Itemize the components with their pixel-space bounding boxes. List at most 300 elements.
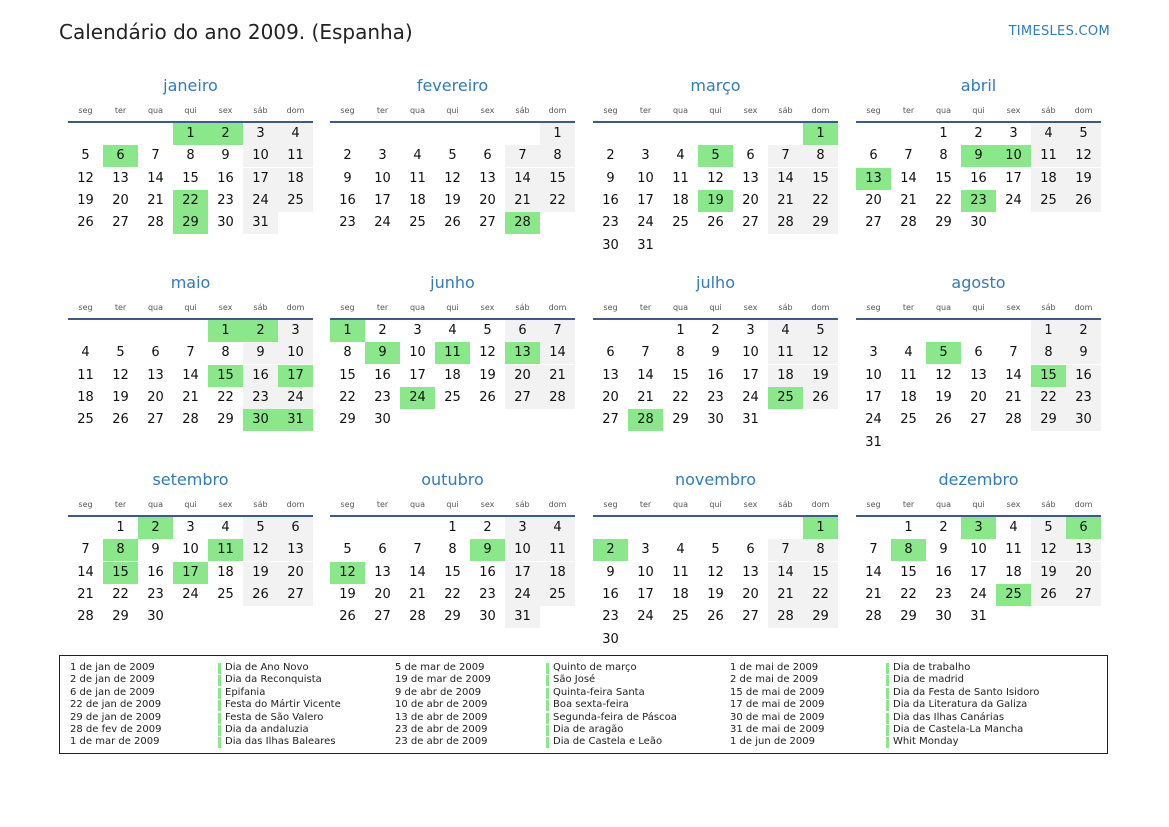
- day-cell: 5: [343, 542, 352, 558]
- day-cell: 27: [479, 215, 496, 231]
- month-name: fevereiro: [416, 76, 489, 95]
- day-cell: 21: [409, 586, 426, 602]
- legend-date: 17 de mai de 2009: [730, 699, 825, 711]
- day-cell: 10: [374, 170, 391, 186]
- weekday-label: sex: [218, 106, 233, 115]
- day-cell: 4: [448, 323, 457, 338]
- day-cell: 1: [1031, 320, 1066, 342]
- day-cell: 4: [413, 148, 422, 164]
- day-cell: 25: [444, 389, 461, 405]
- weekday-label: qua: [409, 500, 426, 509]
- weekday-label: qua: [147, 500, 164, 509]
- weekday-label: dom: [286, 106, 305, 115]
- legend-holiday-name: São José: [553, 674, 596, 686]
- day-cell: 6: [378, 542, 387, 558]
- holiday-day-cell: 2: [593, 539, 628, 561]
- day-cell: 23: [147, 586, 164, 602]
- weekday-label: sáb: [515, 500, 530, 509]
- day-cell: 8: [448, 542, 457, 558]
- day-cell: 21: [147, 192, 164, 208]
- day-cell: 26: [803, 387, 838, 409]
- day-cell: 30: [707, 412, 724, 428]
- day-cell: 23: [602, 609, 619, 625]
- day-cell: 11: [278, 145, 313, 167]
- weekday-label: dom: [1074, 106, 1093, 115]
- month-name: abril: [960, 76, 997, 95]
- day-cell: 9: [151, 542, 160, 558]
- legend-holiday-name: Dia de Ano Novo: [225, 662, 309, 673]
- weekday-label: sáb: [778, 106, 793, 115]
- day-cell: 11: [900, 367, 917, 383]
- day-cell: 31: [970, 609, 987, 625]
- weekday-label: sex: [1006, 500, 1021, 509]
- weekday-label: sáb: [253, 303, 268, 312]
- day-cell: 31: [865, 434, 882, 450]
- legend-holiday-name: Dia das Ilhas Canárias: [893, 711, 1005, 723]
- day-cell: 21: [77, 586, 94, 602]
- day-cell: 6: [151, 345, 160, 361]
- weekday-label: qui: [184, 106, 197, 115]
- weekday-label: qui: [184, 500, 197, 509]
- day-cell: 12: [1066, 145, 1101, 167]
- day-cell: 11: [672, 170, 689, 186]
- day-cell: 20: [602, 389, 619, 405]
- day-cell: 14: [865, 564, 882, 580]
- weekday-label: sex: [743, 106, 758, 115]
- legend-marker: [886, 663, 889, 674]
- day-cell: 17: [970, 564, 987, 580]
- day-cell: 18: [217, 564, 234, 580]
- day-cell: 26: [935, 412, 952, 428]
- day-cell: 4: [904, 345, 913, 361]
- day-cell: 23: [707, 389, 724, 405]
- weekday-label: ter: [639, 106, 652, 115]
- day-cell: 6: [606, 345, 615, 361]
- header-rule: [593, 515, 838, 517]
- holiday-day-cell: 3: [961, 517, 996, 539]
- day-cell: 26: [479, 389, 496, 405]
- day-cell: 12: [479, 345, 496, 361]
- weekday-label: sáb: [253, 500, 268, 509]
- day-cell: 24: [505, 584, 540, 606]
- legend-marker: [218, 737, 221, 748]
- day-cell: 22: [900, 586, 917, 602]
- month-name: maio: [170, 273, 211, 292]
- day-cell: 31: [637, 237, 654, 253]
- day-cell: 3: [186, 520, 195, 535]
- weekday-label: seg: [78, 500, 93, 509]
- day-cell: 30: [935, 609, 952, 625]
- holiday-day-cell: 1: [803, 123, 838, 145]
- weekday-label: sáb: [778, 303, 793, 312]
- site-link[interactable]: TIMESLES.COM: [1008, 24, 1110, 39]
- day-cell: 19: [339, 586, 356, 602]
- day-cell: 24: [637, 609, 654, 625]
- day-cell: 30: [217, 215, 234, 231]
- day-cell: 24: [182, 586, 199, 602]
- legend-holiday-name: Dia da andaluzia: [225, 724, 309, 735]
- day-cell: 16: [147, 564, 164, 580]
- day-cell: 24: [374, 215, 391, 231]
- day-cell: 16: [339, 192, 356, 208]
- day-cell: 13: [278, 539, 313, 561]
- holiday-day-cell: 2: [243, 320, 278, 342]
- day-cell: 11: [672, 564, 689, 580]
- day-cell: 22: [803, 190, 838, 212]
- weekday-label: sex: [218, 303, 233, 312]
- day-cell: 10: [243, 145, 278, 167]
- day-cell: 25: [217, 586, 234, 602]
- day-cell: 10: [637, 564, 654, 580]
- legend-marker: [218, 675, 221, 686]
- weekday-label: qua: [147, 106, 164, 115]
- day-cell: 7: [540, 320, 575, 342]
- day-cell: 29: [1031, 409, 1066, 431]
- legend-holiday-name: Dia da Festa de Santo Isidoro: [893, 686, 1040, 698]
- day-cell: 24: [865, 412, 882, 428]
- day-cell: 22: [339, 389, 356, 405]
- legend-marker: [218, 725, 221, 736]
- day-cell: 8: [1031, 342, 1066, 364]
- day-cell: 9: [243, 342, 278, 364]
- day-cell: 22: [803, 584, 838, 606]
- day-cell: 21: [768, 584, 803, 606]
- day-cell: 14: [147, 170, 164, 186]
- weekday-label: ter: [639, 500, 652, 509]
- day-cell: 27: [112, 215, 129, 231]
- day-cell: 25: [77, 412, 94, 428]
- weekday-label: dom: [1074, 303, 1093, 312]
- day-cell: 27: [147, 412, 164, 428]
- weekday-label: ter: [114, 106, 127, 115]
- day-cell: 8: [540, 145, 575, 167]
- day-cell: 15: [900, 564, 917, 580]
- day-cell: 19: [935, 389, 952, 405]
- day-cell: 10: [278, 342, 313, 364]
- day-cell: 1: [540, 123, 575, 145]
- day-cell: 17: [742, 367, 759, 383]
- day-cell: 6: [278, 517, 313, 539]
- day-cell: 30: [602, 631, 619, 647]
- day-cell: 23: [935, 586, 952, 602]
- day-cell: 29: [803, 606, 838, 628]
- day-cell: 10: [970, 542, 987, 558]
- day-cell: 20: [479, 192, 496, 208]
- day-cell: 27: [970, 412, 987, 428]
- legend-marker: [886, 675, 889, 686]
- day-cell: 13: [479, 170, 496, 186]
- weekday-label: sáb: [515, 303, 530, 312]
- day-cell: 25: [900, 412, 917, 428]
- day-cell: 27: [1066, 584, 1101, 606]
- legend-holiday-name: Epifania: [225, 686, 266, 698]
- day-cell: 1: [904, 520, 913, 535]
- day-cell: 12: [243, 539, 278, 561]
- day-cell: 27: [278, 584, 313, 606]
- day-cell: 2: [974, 126, 983, 141]
- day-cell: 8: [186, 148, 195, 164]
- day-cell: 20: [278, 562, 313, 584]
- weekday-label: sex: [480, 303, 495, 312]
- day-cell: 24: [1005, 192, 1022, 208]
- day-cell: 23: [602, 215, 619, 231]
- day-cell: 3: [243, 123, 278, 145]
- day-cell: 17: [1005, 170, 1022, 186]
- day-cell: 15: [935, 170, 952, 186]
- weekday-label: qui: [446, 500, 459, 509]
- day-cell: 6: [746, 542, 755, 558]
- weekday-label: qui: [184, 303, 197, 312]
- weekday-label: qui: [446, 106, 459, 115]
- day-cell: 26: [339, 609, 356, 625]
- day-cell: 14: [768, 168, 803, 190]
- day-cell: 14: [768, 562, 803, 584]
- holiday-day-cell: 23: [961, 190, 996, 212]
- weekday-label: ter: [376, 303, 389, 312]
- holiday-day-cell: 15: [208, 365, 243, 387]
- legend-holiday-name: Dia de trabalho: [893, 662, 971, 673]
- day-cell: 18: [900, 389, 917, 405]
- day-cell: 13: [147, 367, 164, 383]
- day-cell: 26: [77, 215, 94, 231]
- holiday-day-cell: 2: [208, 123, 243, 145]
- holiday-day-cell: 25: [768, 387, 803, 409]
- day-cell: 15: [444, 564, 461, 580]
- weekday-label: dom: [811, 303, 830, 312]
- weekday-label: seg: [78, 303, 93, 312]
- holiday-day-cell: 6: [1066, 517, 1101, 539]
- weekday-label: sáb: [1041, 106, 1056, 115]
- day-cell: 14: [505, 168, 540, 190]
- weekday-label: seg: [866, 303, 881, 312]
- day-cell: 7: [768, 539, 803, 561]
- day-cell: 12: [707, 170, 724, 186]
- day-cell: 9: [606, 564, 615, 580]
- weekday-label: seg: [340, 500, 355, 509]
- day-cell: 18: [1005, 564, 1022, 580]
- day-cell: 5: [448, 148, 457, 164]
- day-cell: 29: [935, 215, 952, 231]
- day-cell: 15: [672, 367, 689, 383]
- day-cell: 21: [505, 190, 540, 212]
- day-cell: 7: [81, 542, 90, 558]
- weekday-label: dom: [811, 500, 830, 509]
- day-cell: 18: [768, 365, 803, 387]
- day-cell: 2: [378, 323, 387, 338]
- day-cell: 17: [409, 367, 426, 383]
- legend-marker: [546, 725, 549, 736]
- holiday-day-cell: 15: [103, 562, 138, 584]
- legend-date: 29 de jan de 2009: [70, 711, 162, 723]
- day-cell: 23: [243, 387, 278, 409]
- day-cell: 20: [865, 192, 882, 208]
- legend-marker: [886, 700, 889, 711]
- legend-marker: [886, 725, 889, 736]
- day-cell: 7: [768, 145, 803, 167]
- weekday-label: seg: [603, 303, 618, 312]
- day-cell: 4: [768, 320, 803, 342]
- day-cell: 11: [768, 342, 803, 364]
- day-cell: 28: [77, 609, 94, 625]
- day-cell: 4: [278, 123, 313, 145]
- header-rule: [330, 121, 575, 123]
- legend-date: 1 de mai de 2009: [730, 662, 819, 673]
- day-cell: 23: [374, 389, 391, 405]
- day-cell: 31: [505, 606, 540, 628]
- day-cell: 13: [970, 367, 987, 383]
- weekday-label: ter: [114, 303, 127, 312]
- day-cell: 3: [278, 320, 313, 342]
- day-cell: 21: [540, 365, 575, 387]
- day-cell: 6: [974, 345, 983, 361]
- day-cell: 12: [707, 564, 724, 580]
- day-cell: 24: [243, 190, 278, 212]
- day-cell: 11: [77, 367, 94, 383]
- day-cell: 16: [970, 170, 987, 186]
- day-cell: 22: [1031, 387, 1066, 409]
- day-cell: 8: [343, 345, 352, 361]
- legend-date: 1 de mar de 2009: [70, 736, 160, 748]
- day-cell: 10: [505, 539, 540, 561]
- day-cell: 3: [505, 517, 540, 539]
- weekday-label: sáb: [1041, 303, 1056, 312]
- legend-marker: [546, 713, 549, 724]
- day-cell: 16: [1066, 365, 1101, 387]
- day-cell: 28: [865, 609, 882, 625]
- day-cell: 11: [1005, 542, 1022, 558]
- day-cell: 1: [116, 520, 125, 535]
- day-cell: 24: [637, 215, 654, 231]
- holiday-day-cell: 17: [278, 365, 313, 387]
- day-cell: 13: [742, 170, 759, 186]
- holiday-day-cell: 25: [996, 584, 1031, 606]
- weekday-label: sáb: [253, 106, 268, 115]
- legend-date: 2 de mai de 2009: [730, 674, 819, 686]
- day-cell: 3: [869, 345, 878, 361]
- month-name: outubro: [421, 470, 484, 489]
- day-cell: 7: [1009, 345, 1018, 361]
- holiday-day-cell: 2: [138, 517, 173, 539]
- holiday-day-cell: 10: [996, 145, 1031, 167]
- day-cell: 30: [147, 609, 164, 625]
- weekday-label: qua: [672, 500, 689, 509]
- day-cell: 2: [711, 323, 720, 338]
- holiday-day-cell: 9: [961, 145, 996, 167]
- legend-date: 19 de mar de 2009: [395, 674, 491, 686]
- day-cell: 7: [505, 145, 540, 167]
- legend-marker: [218, 700, 221, 711]
- legend-holiday-name: Quinta-feira Santa: [553, 686, 645, 698]
- day-cell: 15: [540, 168, 575, 190]
- holiday-day-cell: 8: [891, 539, 926, 561]
- day-cell: 16: [602, 192, 619, 208]
- weekday-label: qui: [972, 500, 985, 509]
- day-cell: 26: [112, 412, 129, 428]
- holiday-day-cell: 5: [698, 145, 733, 167]
- day-cell: 4: [1009, 520, 1018, 535]
- weekday-label: sex: [1006, 106, 1021, 115]
- legend-holiday-name: Dia da Reconquista: [225, 674, 322, 686]
- month-name: janeiro: [163, 76, 218, 95]
- day-cell: 15: [803, 562, 838, 584]
- day-cell: 27: [602, 412, 619, 428]
- day-cell: 26: [444, 215, 461, 231]
- day-cell: 10: [182, 542, 199, 558]
- day-cell: 8: [221, 345, 230, 361]
- day-cell: 14: [1005, 367, 1022, 383]
- weekday-label: ter: [114, 500, 127, 509]
- legend-holiday-name: Dia de madrid: [893, 674, 964, 686]
- day-cell: 8: [676, 345, 685, 361]
- legend-holiday-name: Quinto de março: [553, 662, 637, 673]
- day-cell: 2: [343, 148, 352, 164]
- day-cell: 2: [483, 520, 492, 535]
- holiday-day-cell: 6: [103, 145, 138, 167]
- day-cell: 11: [540, 539, 575, 561]
- day-cell: 29: [339, 412, 356, 428]
- day-cell: 6: [483, 148, 492, 164]
- day-cell: 20: [970, 389, 987, 405]
- weekday-label: sáb: [515, 106, 530, 115]
- day-cell: 12: [112, 367, 129, 383]
- weekday-label: ter: [376, 500, 389, 509]
- day-cell: 27: [865, 215, 882, 231]
- day-cell: 14: [900, 170, 917, 186]
- day-cell: 26: [1031, 584, 1066, 606]
- day-cell: 27: [505, 387, 540, 409]
- day-cell: 23: [479, 586, 496, 602]
- weekday-label: seg: [340, 303, 355, 312]
- day-cell: 4: [1031, 123, 1066, 145]
- day-cell: 1: [448, 520, 457, 535]
- day-cell: 9: [343, 170, 352, 186]
- legend-marker: [886, 713, 889, 724]
- day-cell: 30: [374, 412, 391, 428]
- day-cell: 14: [182, 367, 199, 383]
- weekday-label: sáb: [778, 500, 793, 509]
- weekday-label: sáb: [1041, 500, 1056, 509]
- day-cell: 18: [672, 586, 689, 602]
- day-cell: 3: [641, 542, 650, 558]
- day-cell: 18: [540, 562, 575, 584]
- day-cell: 26: [707, 609, 724, 625]
- day-cell: 2: [606, 148, 615, 164]
- weekday-label: seg: [603, 106, 618, 115]
- day-cell: 29: [444, 609, 461, 625]
- weekday-label: qui: [446, 303, 459, 312]
- day-cell: 5: [483, 323, 492, 338]
- day-cell: 28: [900, 215, 917, 231]
- day-cell: 2: [939, 520, 948, 535]
- weekday-label: dom: [548, 106, 567, 115]
- day-cell: 5: [116, 345, 125, 361]
- weekday-label: sex: [218, 500, 233, 509]
- day-cell: 10: [409, 345, 426, 361]
- day-cell: 18: [409, 192, 426, 208]
- holiday-day-cell: 9: [470, 539, 505, 561]
- holiday-day-cell: 31: [278, 409, 313, 431]
- legend-date: 10 de abr de 2009: [395, 699, 488, 711]
- weekday-label: qui: [972, 106, 985, 115]
- legend-date: 1 de jun de 2009: [730, 736, 815, 748]
- day-cell: 30: [602, 237, 619, 253]
- day-cell: 5: [1066, 123, 1101, 145]
- day-cell: 16: [707, 367, 724, 383]
- day-cell: 16: [602, 586, 619, 602]
- holiday-day-cell: 11: [208, 539, 243, 561]
- day-cell: 20: [1066, 562, 1101, 584]
- holiday-day-cell: 22: [173, 190, 208, 212]
